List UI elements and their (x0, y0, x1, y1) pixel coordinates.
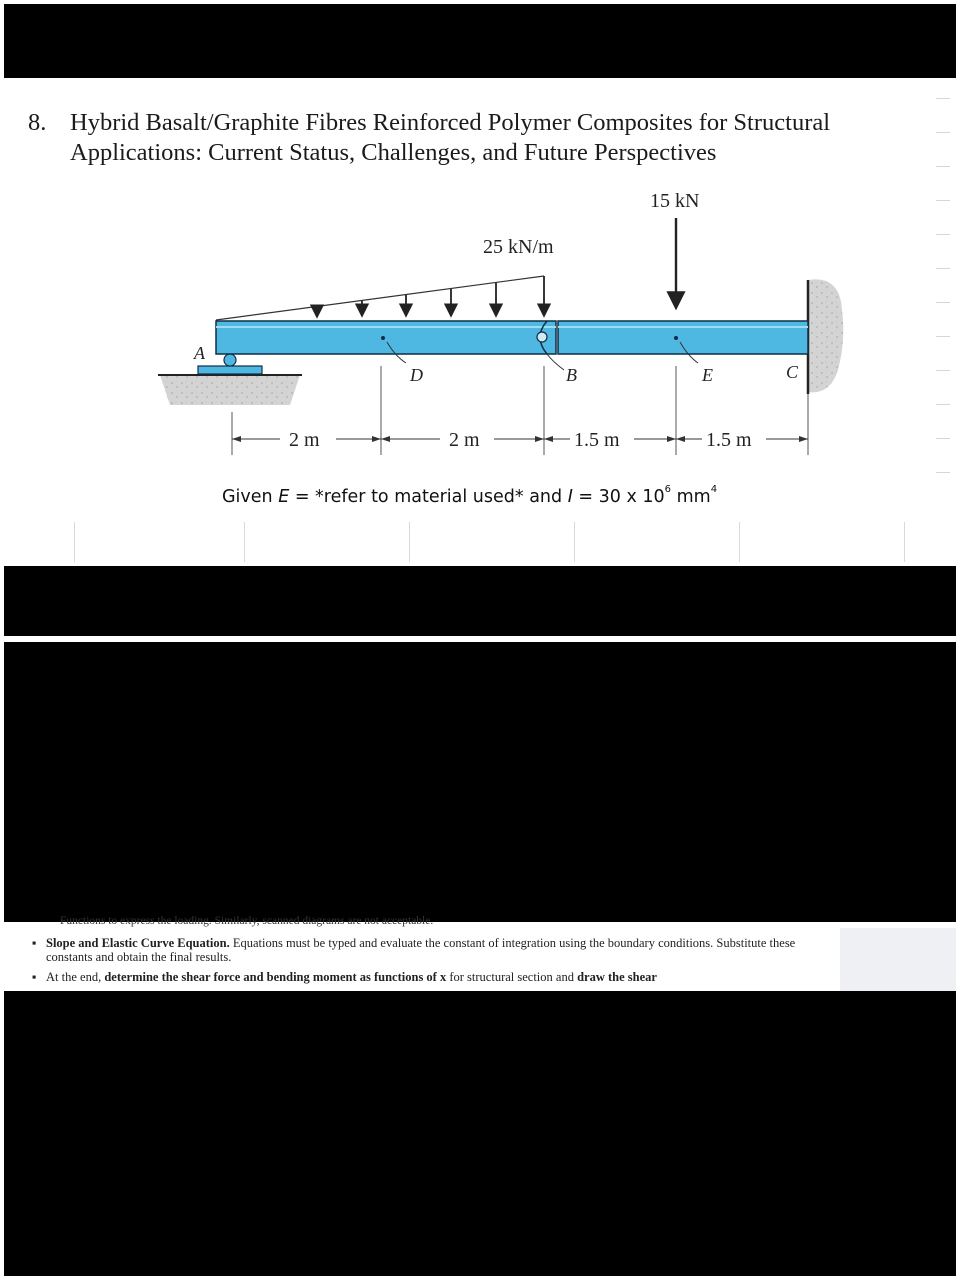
label-b: B (566, 365, 577, 385)
label-d: D (410, 365, 423, 385)
redaction-bar-middle (4, 566, 956, 636)
beam (216, 321, 808, 354)
redaction-block-middle (4, 642, 956, 922)
redaction-block-bottom (4, 991, 956, 1276)
label-a: A (194, 343, 205, 363)
instructions-excerpt: Functions to express the loading. Similarly, scanned diagrams are not acceptable. ▪ Slope and Elastic Curve Equation. Equations must be typed and evaluate the constant of integration using the boundary conditions. Substitute these constants and obtain the final results. ▪ At the end, determine the shear force and bending moment as functions of x for structural section and draw the shear (4, 922, 956, 991)
modulus-symbol: E (278, 487, 290, 507)
problem-title: Hybrid Basalt/Graphite Fibres Reinforced Polymer Composites for Structural Applications: Current Status, Challenges, and Future Perspectives (70, 109, 831, 166)
margin-ruler (936, 98, 950, 506)
point-d-marker (381, 336, 385, 340)
point-e-marker (674, 336, 678, 340)
inertia-symbol: I (567, 487, 573, 507)
given-properties: Given E = *refer to material used* and I = 30 x $10^6$ $mm^4$ (222, 484, 718, 507)
redaction-bar-top (4, 4, 956, 78)
roller-support-a (158, 354, 302, 405)
bullet-marker: ▪ (32, 970, 37, 984)
distributed-load (216, 276, 544, 320)
point-load-label: 15 kN (650, 190, 700, 212)
instruction-cut-line: Functions to express the loading. Similarly, scanned diagrams are not acceptable. (60, 915, 434, 927)
dimension-db: 2 m (449, 429, 480, 451)
dimension-ec: 1.5 m (706, 429, 752, 451)
label-e: E (702, 365, 713, 385)
side-panel (840, 928, 956, 991)
label-c: C (786, 362, 799, 382)
beam-diagram (140, 180, 860, 470)
distributed-load-label: 25 kN/m (483, 236, 554, 258)
dimension-be: 1.5 m (574, 429, 620, 451)
bullet-marker: ▪ (32, 936, 37, 950)
fixed-support-c (808, 279, 843, 394)
dimension-ad: 2 m (289, 429, 320, 451)
problem-number: 8. (28, 109, 47, 136)
table-grid-lines (74, 522, 934, 562)
